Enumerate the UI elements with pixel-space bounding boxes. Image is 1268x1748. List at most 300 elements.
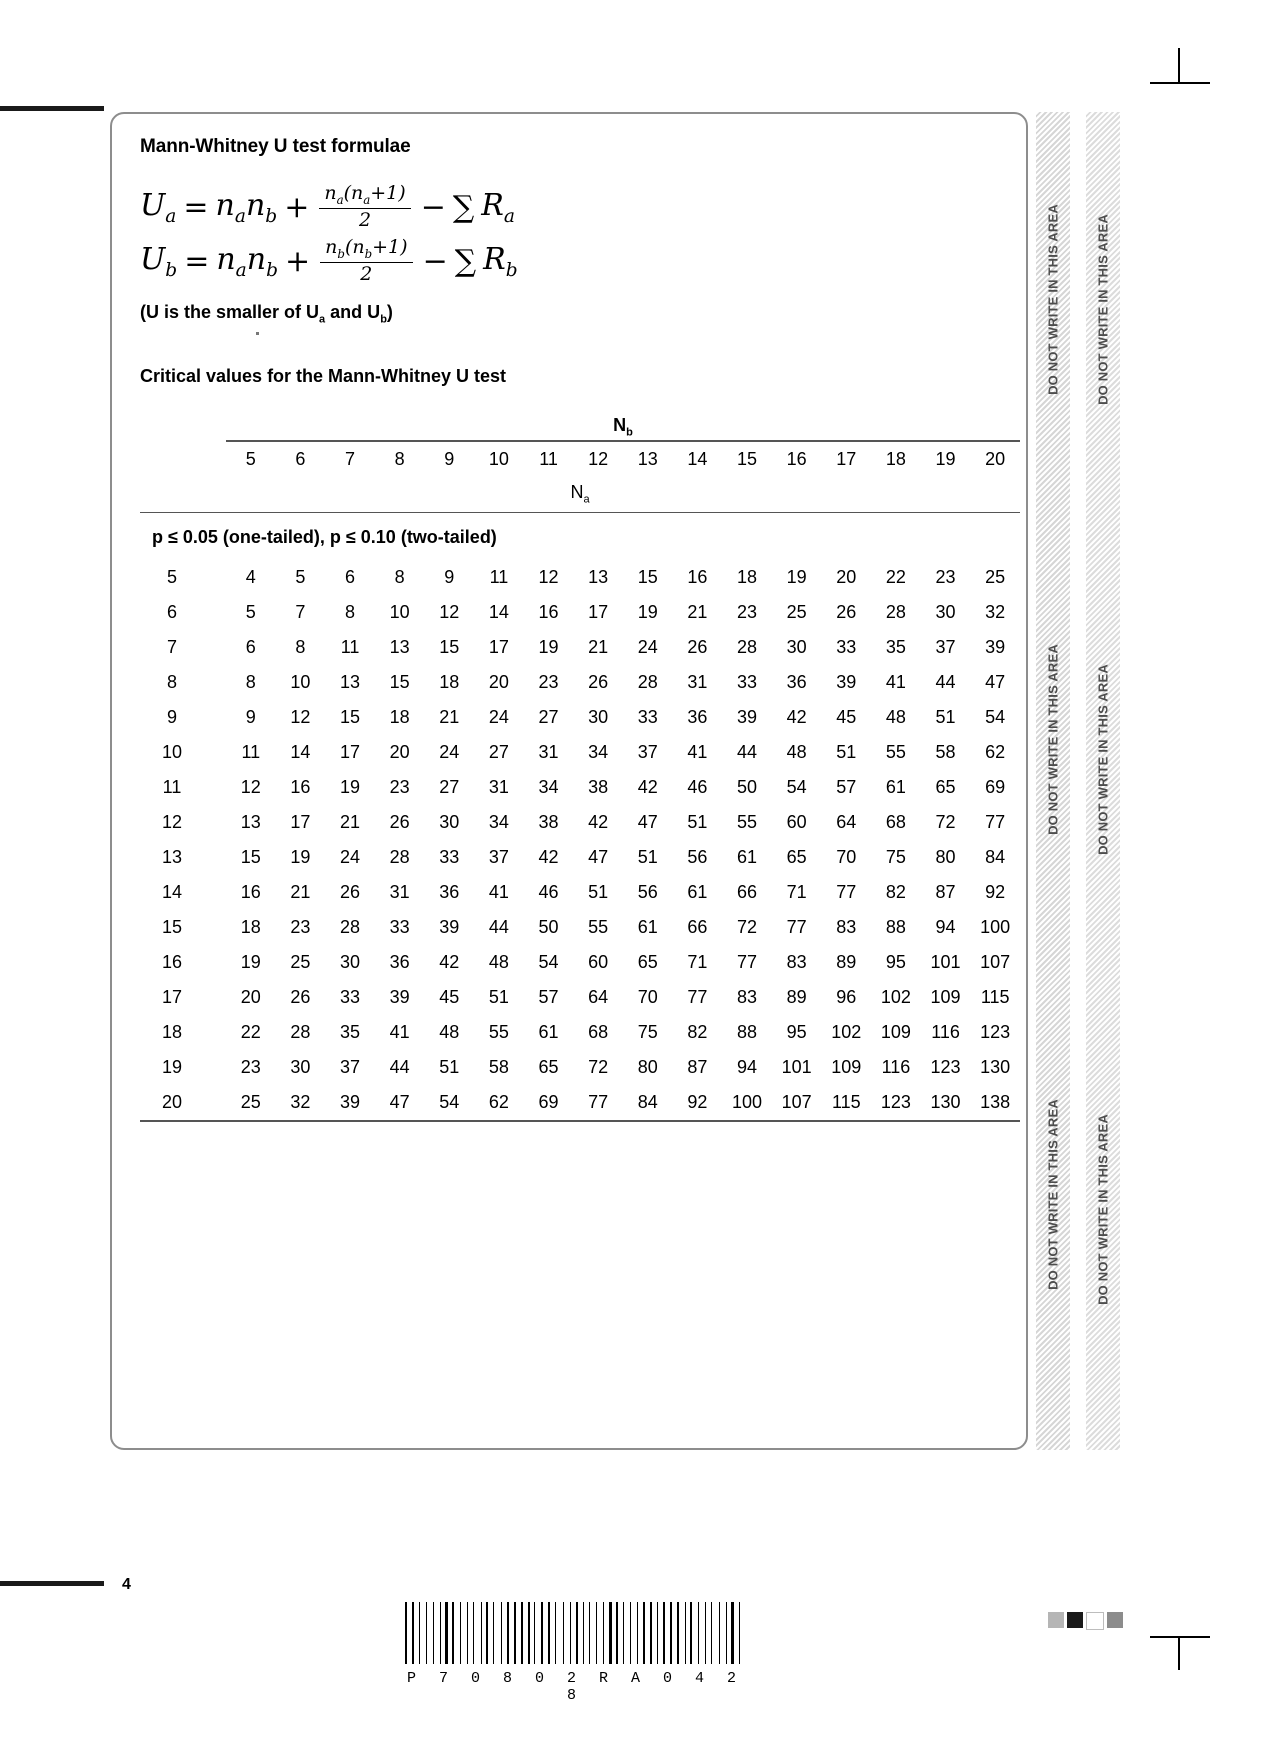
col-header: 5 — [245, 448, 256, 469]
table-cell: 19 — [538, 637, 559, 658]
table-cell: 109 — [880, 1022, 911, 1043]
table-cell: 70 — [836, 847, 857, 868]
table-cell: 100 — [980, 917, 1011, 938]
table-cell: 21 — [290, 882, 311, 903]
table-cell: 54 — [439, 1092, 460, 1113]
table-cell: 61 — [737, 847, 758, 868]
table-cell: 51 — [687, 812, 708, 833]
table-cell: 115 — [980, 987, 1010, 1008]
table-cell: 34 — [488, 812, 509, 833]
row-header: 9 — [166, 707, 177, 728]
table-cell: 21 — [439, 707, 460, 728]
table-cell: 26 — [836, 602, 857, 623]
table-cell: 116 — [931, 1022, 960, 1043]
table-cell: 57 — [538, 987, 559, 1008]
row-header: 10 — [161, 742, 183, 763]
table-cell: 60 — [786, 812, 807, 833]
row-header: 6 — [166, 602, 177, 623]
table-cell: 77 — [737, 952, 758, 973]
row-header: 14 — [161, 882, 183, 903]
table-cell: 42 — [439, 952, 460, 973]
page-edge-bar-bottom — [0, 1581, 104, 1586]
table-cell: 28 — [290, 1022, 311, 1043]
table-cell: 80 — [935, 847, 956, 868]
table-cell: 36 — [687, 707, 708, 728]
table-cell: 39 — [389, 987, 410, 1008]
table-row — [140, 630, 1020, 665]
critical-values-body — [140, 560, 1020, 1120]
table-cell: 48 — [786, 742, 807, 763]
table-cell: 8 — [295, 637, 306, 658]
table-cell: 51 — [439, 1057, 460, 1078]
table-cell: 101 — [781, 1057, 812, 1078]
row-header: 15 — [161, 917, 183, 938]
table-cell: 12 — [538, 567, 559, 588]
table-cell: 42 — [637, 777, 658, 798]
table-row — [140, 910, 1020, 945]
row-axis-label: $N_a$ — [570, 482, 590, 507]
table-cell: 83 — [836, 917, 857, 938]
table-cell: 21 — [687, 602, 708, 623]
table-cell: 16 — [290, 777, 311, 798]
table-row — [140, 805, 1020, 840]
table-cell: 30 — [588, 707, 609, 728]
table-cell: 44 — [935, 672, 956, 693]
significance-levels: p ≤ 0.05 (one-tailed), p ≤ 0.10 (two-tailed) — [152, 527, 497, 548]
table-cell: 82 — [885, 882, 906, 903]
table-cell: 61 — [687, 882, 708, 903]
table-cell: 51 — [488, 987, 509, 1008]
table-row — [140, 945, 1020, 980]
table-cell: 7 — [295, 602, 306, 623]
table-cell: 31 — [687, 672, 708, 693]
table-cell: 88 — [885, 917, 906, 938]
critical-values-heading: Critical values for the Mann-Whitney U test — [140, 365, 507, 386]
table-cell: 8 — [245, 672, 256, 693]
fraction-ub: $\frac{n_b(n_b+1)}{2}$ — [320, 237, 412, 285]
table-cell: 26 — [687, 637, 708, 658]
table-cell: 102 — [880, 987, 911, 1008]
col-header: 17 — [836, 448, 857, 469]
table-cell: 50 — [737, 777, 758, 798]
table-cell: 39 — [340, 1092, 361, 1113]
table-cell: 87 — [935, 882, 956, 903]
table-cell: 14 — [290, 742, 311, 763]
table-cell: 42 — [538, 847, 559, 868]
table-cell: 95 — [885, 952, 906, 973]
col-header: 20 — [985, 448, 1006, 469]
critical-values-table — [140, 442, 1020, 512]
table-cell: 30 — [340, 952, 361, 973]
row-header: 19 — [161, 1057, 183, 1078]
table-cell: 28 — [389, 847, 410, 868]
table-cell: 20 — [389, 742, 410, 763]
table-cell: 87 — [687, 1057, 708, 1078]
table-cell: 47 — [389, 1092, 410, 1113]
table-cell: 14 — [488, 602, 509, 623]
fraction-ua: $\frac{n_a(n_a+1)}{2}$ — [319, 183, 410, 231]
page-title: Mann-Whitney U test formulae — [140, 136, 411, 157]
table-cell: 36 — [389, 952, 410, 973]
row-header: 18 — [161, 1022, 183, 1043]
table-cell: 51 — [935, 707, 956, 728]
table-cell: 48 — [488, 952, 509, 973]
col-header: 7 — [345, 448, 356, 469]
table-cell: 61 — [637, 917, 658, 938]
table-cell: 5 — [245, 602, 256, 623]
crop-mark-bottom-right — [1150, 1630, 1210, 1670]
table-row — [140, 1050, 1020, 1085]
table-column-headers — [140, 442, 1020, 477]
table-cell: 34 — [588, 742, 609, 763]
table-cell: 30 — [290, 1057, 311, 1078]
col-header: 19 — [935, 448, 956, 469]
table-cell: 25 — [290, 952, 311, 973]
table-cell: 89 — [786, 987, 807, 1008]
table-cell: 45 — [836, 707, 857, 728]
table-cell: 39 — [439, 917, 460, 938]
table-cell: 107 — [781, 1092, 812, 1113]
table-cell: 30 — [786, 637, 807, 658]
barcode — [405, 1602, 745, 1704]
table-cell: 39 — [737, 707, 758, 728]
table-row — [140, 1015, 1020, 1050]
table-cell: 15 — [389, 672, 410, 693]
table-cell: 13 — [340, 672, 361, 693]
registration-block — [1086, 1612, 1104, 1630]
table-cell: 33 — [439, 847, 460, 868]
table-cell: 34 — [538, 777, 559, 798]
table-cell: 35 — [340, 1022, 361, 1043]
stray-dot-mark — [256, 332, 259, 335]
col-header: 13 — [637, 448, 658, 469]
table-cell: 69 — [985, 777, 1006, 798]
table-cell: 48 — [439, 1022, 460, 1043]
table-cell: 31 — [488, 777, 509, 798]
table-cell: 27 — [439, 777, 460, 798]
table-cell: 37 — [637, 742, 658, 763]
table-cell: 123 — [880, 1092, 911, 1113]
table-cell: 62 — [488, 1092, 509, 1113]
table-row — [140, 700, 1020, 735]
col-header: 10 — [488, 448, 509, 469]
table-cell: 5 — [295, 567, 306, 588]
table-cell: 55 — [737, 812, 758, 833]
col-header: 16 — [786, 448, 807, 469]
table-cell: 77 — [985, 812, 1006, 833]
table-cell: 72 — [588, 1057, 609, 1078]
table-cell: 65 — [786, 847, 807, 868]
table-cell: 51 — [637, 847, 658, 868]
table-cell: 11 — [241, 742, 261, 763]
table-cell: 13 — [240, 812, 261, 833]
table-cell: 48 — [885, 707, 906, 728]
table-cell: 130 — [980, 1057, 1011, 1078]
table-cell: 42 — [786, 707, 807, 728]
table-cell: 77 — [786, 917, 807, 938]
barcode-bars — [405, 1602, 745, 1664]
table-cell: 65 — [637, 952, 658, 973]
table-cell: 68 — [885, 812, 906, 833]
table-cell: 66 — [687, 917, 708, 938]
table-cell: 15 — [439, 637, 460, 658]
table-cell: 4 — [245, 567, 256, 588]
registration-block — [1067, 1612, 1083, 1628]
table-cell: 8 — [345, 602, 356, 623]
table-cell: 56 — [687, 847, 708, 868]
row-header: 5 — [166, 567, 177, 588]
row-header: 13 — [161, 847, 183, 868]
table-cell: 28 — [737, 637, 758, 658]
table-cell: 30 — [439, 812, 460, 833]
table-cell: 72 — [737, 917, 758, 938]
table-cell: 64 — [588, 987, 609, 1008]
table-cell: 107 — [980, 952, 1011, 973]
table-cell: 82 — [687, 1022, 708, 1043]
table-cell: 28 — [885, 602, 906, 623]
table-cell: 51 — [836, 742, 857, 763]
table-cell: 58 — [488, 1057, 509, 1078]
col-header: 15 — [737, 448, 758, 469]
table-row — [140, 1085, 1020, 1120]
col-header: 12 — [588, 448, 609, 469]
table-cell: 45 — [439, 987, 460, 1008]
table-cell: 19 — [240, 952, 261, 973]
table-cell: 44 — [737, 742, 758, 763]
table-cell: 17 — [340, 742, 361, 763]
table-cell: 33 — [737, 672, 758, 693]
table-cell: 56 — [637, 882, 658, 903]
table-cell: 77 — [588, 1092, 609, 1113]
table-cell: 72 — [935, 812, 956, 833]
margin-warning-text: DO NOT WRITE IN THIS AREA — [1045, 644, 1061, 835]
row-header: 17 — [161, 987, 183, 1008]
margin-warning-text: DO NOT WRITE IN THIS AREA — [1095, 214, 1111, 405]
table-cell: 70 — [637, 987, 658, 1008]
table-cell: 64 — [836, 812, 857, 833]
margin-warning-text: DO NOT WRITE IN THIS AREA — [1045, 204, 1061, 395]
table-cell: 115 — [831, 1092, 861, 1113]
table-cell: 75 — [885, 847, 906, 868]
table-cell: 41 — [687, 742, 708, 763]
table-cell: 30 — [935, 602, 956, 623]
table-cell: 33 — [836, 637, 857, 658]
table-cell: 68 — [588, 1022, 609, 1043]
table-cell: 11 — [340, 637, 360, 658]
table-rule-mid — [140, 512, 1020, 514]
table-cell: 36 — [439, 882, 460, 903]
table-cell: 57 — [836, 777, 857, 798]
table-cell: 26 — [290, 987, 311, 1008]
table-cell: 65 — [538, 1057, 559, 1078]
table-cell: 18 — [389, 707, 410, 728]
table-row — [140, 665, 1020, 700]
table-cell: 84 — [637, 1092, 658, 1113]
table-cell: 20 — [240, 987, 261, 1008]
table-cell: 25 — [240, 1092, 261, 1113]
table-cell: 27 — [538, 707, 559, 728]
table-cell: 23 — [290, 917, 311, 938]
table-cell: 19 — [290, 847, 311, 868]
table-cell: 32 — [290, 1092, 311, 1113]
table-cell: 6 — [245, 637, 256, 658]
critical-values-table-wrapper — [140, 415, 1020, 1122]
table-cell: 62 — [985, 742, 1006, 763]
table-cell: 23 — [935, 567, 956, 588]
table-cell: 20 — [488, 672, 509, 693]
col-header: 6 — [295, 448, 306, 469]
table-cell: 9 — [444, 567, 455, 588]
table-cell: 24 — [439, 742, 460, 763]
table-cell: 18 — [439, 672, 460, 693]
table-cell: 13 — [389, 637, 410, 658]
table-row — [140, 875, 1020, 910]
table-cell: 21 — [588, 637, 609, 658]
table-cell: 71 — [786, 882, 807, 903]
table-cell: 10 — [389, 602, 410, 623]
table-cell: 31 — [538, 742, 559, 763]
table-cell: 46 — [687, 777, 708, 798]
table-cell: 33 — [637, 707, 658, 728]
table-cell: 101 — [930, 952, 961, 973]
table-cell: 15 — [637, 567, 658, 588]
table-cell: 23 — [538, 672, 559, 693]
table-cell: 41 — [885, 672, 906, 693]
table-cell: 47 — [588, 847, 609, 868]
col-header: 18 — [885, 448, 906, 469]
table-cell: 38 — [588, 777, 609, 798]
table-cell: 9 — [245, 707, 256, 728]
summation-icon: ∑ — [452, 189, 475, 225]
table-row — [140, 560, 1020, 595]
table-row — [140, 595, 1020, 630]
table-cell: 55 — [885, 742, 906, 763]
table-cell: 11 — [489, 567, 509, 588]
table-cell: 24 — [637, 637, 658, 658]
table-cell: 41 — [488, 882, 509, 903]
table-row — [140, 770, 1020, 805]
table-cell: 71 — [687, 952, 708, 973]
table-cell: 19 — [340, 777, 361, 798]
column-axis-label: $N_b$ — [613, 414, 633, 439]
table-cell: 37 — [488, 847, 509, 868]
row-header: 20 — [161, 1092, 183, 1113]
page-number: 4 — [122, 1576, 131, 1593]
table-cell: 36 — [786, 672, 807, 693]
table-cell: 61 — [885, 777, 906, 798]
table-cell: 83 — [737, 987, 758, 1008]
table-cell: 39 — [985, 637, 1006, 658]
table-cell: 116 — [881, 1057, 911, 1078]
table-cell: 84 — [985, 847, 1006, 868]
table-cell: 25 — [985, 567, 1006, 588]
table-cell: 10 — [290, 672, 311, 693]
table-cell: 42 — [588, 812, 609, 833]
page-edge-bar-top — [0, 106, 104, 111]
table-cell: 18 — [240, 917, 261, 938]
crop-mark-top-right — [1150, 48, 1210, 84]
table-cell: 100 — [732, 1092, 763, 1113]
registration-block — [1048, 1612, 1064, 1628]
row-header: 7 — [166, 637, 177, 658]
table-cell: 17 — [488, 637, 509, 658]
table-cell: 25 — [786, 602, 807, 623]
table-cell: 37 — [340, 1057, 361, 1078]
formula-ub: $U_b$ = $n_an_b$ + $\frac{n_b(n_b+1)}{2}$ − ∑ $R_b$ — [140, 235, 518, 285]
col-header: 9 — [444, 448, 455, 469]
table-cell: 26 — [588, 672, 609, 693]
table-cell: 22 — [885, 567, 906, 588]
table-cell: 33 — [389, 917, 410, 938]
table-cell: 60 — [588, 952, 609, 973]
table-cell: 46 — [538, 882, 559, 903]
table-cell: 109 — [930, 987, 961, 1008]
table-cell: 33 — [340, 987, 361, 1008]
table-cell: 24 — [488, 707, 509, 728]
table-cell: 54 — [985, 707, 1006, 728]
table-cell: 23 — [389, 777, 410, 798]
table-cell: 138 — [980, 1092, 1011, 1113]
margin-warning-strip-inner — [1036, 112, 1070, 1450]
table-cell: 109 — [831, 1057, 862, 1078]
table-cell: 130 — [930, 1092, 961, 1113]
table-row — [140, 980, 1020, 1015]
table-cell: 102 — [831, 1022, 862, 1043]
table-cell: 16 — [538, 602, 559, 623]
row-axis-label-row — [140, 477, 1020, 512]
table-cell: 23 — [240, 1057, 261, 1078]
table-cell: 38 — [538, 812, 559, 833]
table-cell: 39 — [836, 672, 857, 693]
table-cell: 17 — [588, 602, 609, 623]
table-cell: 54 — [786, 777, 807, 798]
row-header: 12 — [161, 812, 183, 833]
table-cell: 16 — [687, 567, 708, 588]
table-cell: 6 — [345, 567, 356, 588]
table-cell: 94 — [935, 917, 956, 938]
table-cell: 50 — [538, 917, 559, 938]
table-cell: 123 — [930, 1057, 961, 1078]
table-cell: 58 — [935, 742, 956, 763]
table-cell: 15 — [240, 847, 261, 868]
table-cell: 23 — [737, 602, 758, 623]
table-cell: 55 — [488, 1022, 509, 1043]
table-cell: 47 — [985, 672, 1006, 693]
table-cell: 12 — [439, 602, 460, 623]
table-cell: 96 — [836, 987, 857, 1008]
table-cell: 22 — [240, 1022, 261, 1043]
formula-block — [140, 180, 1010, 288]
margin-warning-text: DO NOT WRITE IN THIS AREA — [1045, 1099, 1061, 1290]
row-header: 16 — [161, 952, 183, 973]
table-row — [140, 840, 1020, 875]
content-frame — [110, 112, 1028, 1450]
table-cell: 15 — [340, 707, 361, 728]
table-cell: 19 — [786, 567, 807, 588]
table-cell: 88 — [737, 1022, 758, 1043]
corner-registration-blocks — [1048, 1612, 1123, 1630]
table-cell: 89 — [836, 952, 857, 973]
table-cell: 12 — [290, 707, 311, 728]
table-cell: 12 — [240, 777, 261, 798]
table-cell: 20 — [836, 567, 857, 588]
table-cell: 17 — [290, 812, 311, 833]
table-cell: 21 — [340, 812, 361, 833]
table-cell: 32 — [985, 602, 1006, 623]
table-cell: 92 — [985, 882, 1006, 903]
table-row — [140, 735, 1020, 770]
table-cell: 92 — [687, 1092, 708, 1113]
